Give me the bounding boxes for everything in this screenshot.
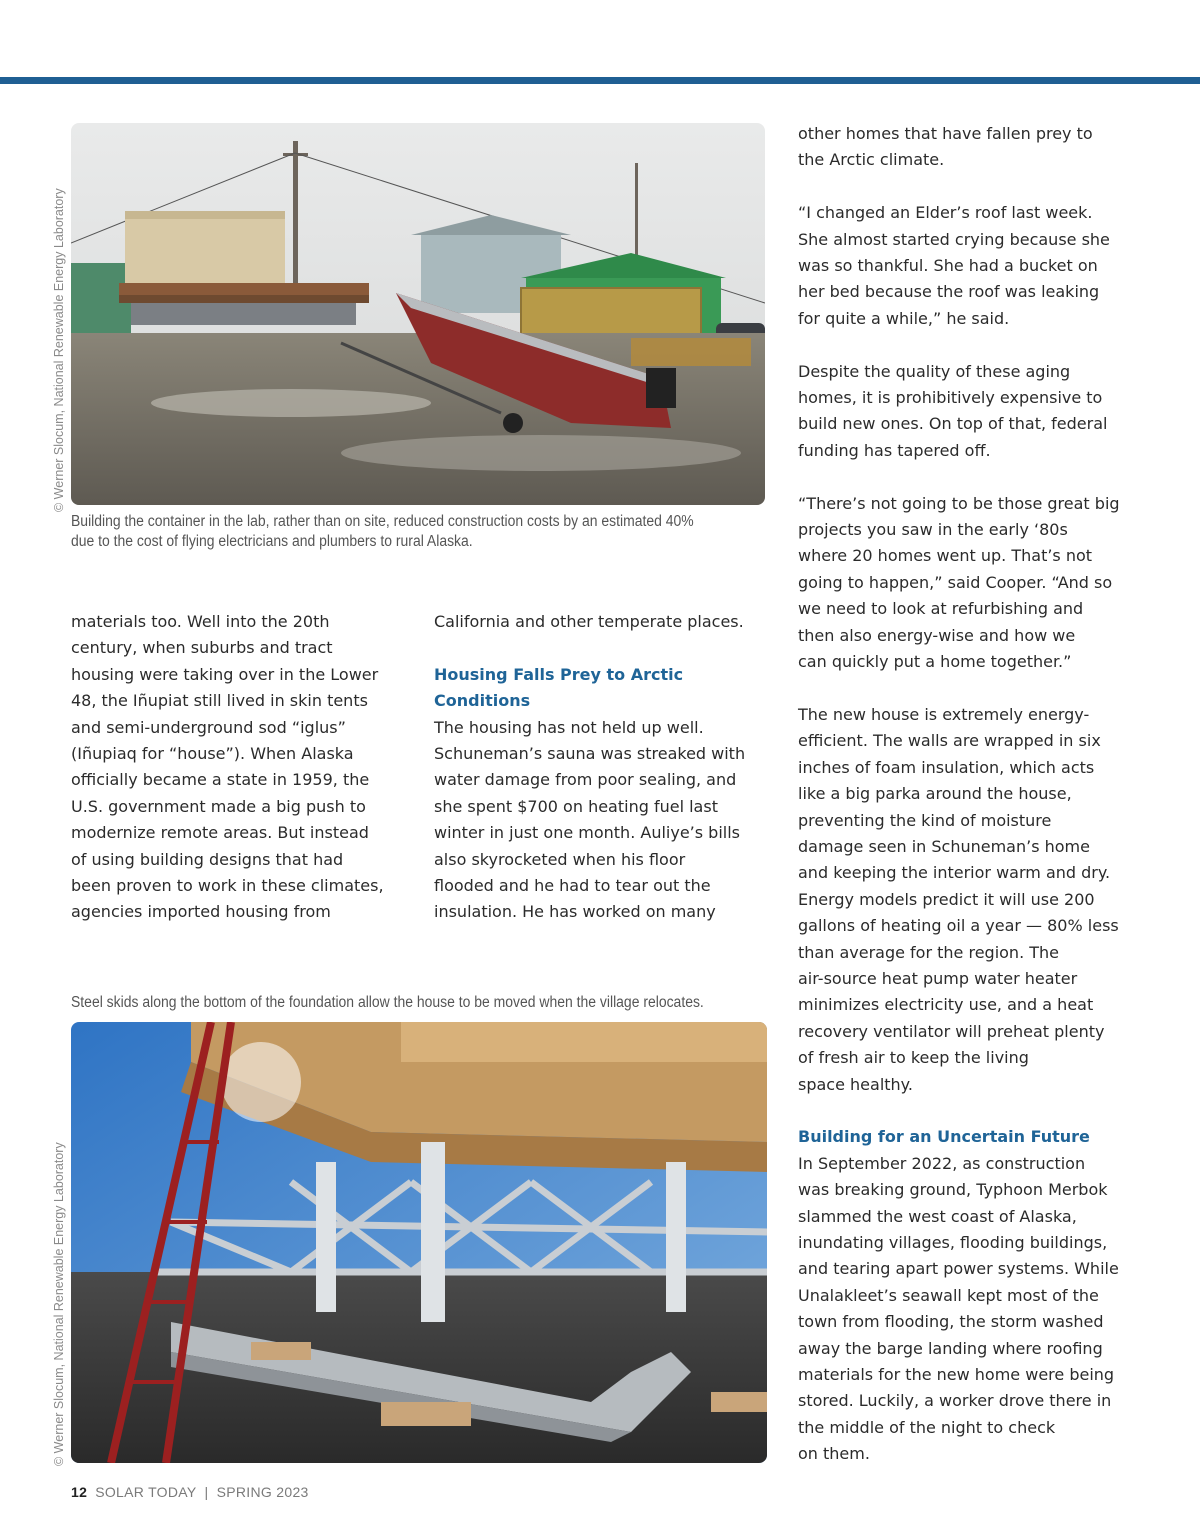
page-number: 12 [71, 1484, 88, 1500]
column-right [798, 121, 1134, 1468]
issue-label: SPRING 2023 [216, 1484, 309, 1500]
column-left [71, 609, 401, 926]
section-heading: Housing Falls Prey to Arctic Conditions [434, 664, 684, 711]
paragraph: Despite the quality of these aging homes, it is prohibitively expensive to build new ones. On top of that, federal funding has tapered off. [798, 361, 1108, 460]
photo-caption: Steel skids along the bottom of the foundation allow the house to be moved when the village relocates. [71, 994, 704, 1011]
header-rule [0, 77, 1200, 84]
column-middle [434, 609, 764, 926]
page-footer [71, 1484, 309, 1500]
publication-name: SOLAR TODAY [95, 1484, 197, 1500]
section-heading: Building for an Uncertain Future [798, 1127, 1090, 1147]
photo-caption: Building the container in the lab, rather than on site, reduced construction costs by an estimated 40% due to the cost of flying electricians and plumbers to rural Alaska. [71, 513, 694, 550]
paragraph: In September 2022, as construction was breaking ground, Typhoon Merbok slammed the west coast of Alaska, inundating villages, flooding buildings, and tearing apart power systems. While Unalakleet’s seawall kept most of the town from flooding, the storm washed away the barge landing where roofing materials for the new home were being stored. Luckily, a worker drove there in the middle of the night to check on them. [798, 1153, 1119, 1464]
paragraph: The housing has not held up well. Schuneman’s sauna was streaked with water damage from poor sealing, and she spent $700 on heating fuel last winter in just one month. Auliye’s bills also skyrocketed when his floor flooded and he had to tear out the insulation. He has worked on many [434, 717, 746, 922]
paragraph: “There’s not going to be those great big projects you saw in the early ‘80s where 20 homes went up. That’s not going to happen,” said Cooper. “And so we need to look at refurbishing and then also energy-wise and how we can quickly put a home together.” [798, 493, 1120, 672]
paragraph: California and other temperate places. [434, 612, 744, 631]
photo-container-on-skids [71, 123, 765, 505]
paragraph: “I changed an Elder’s roof last week. She almost started crying because she was so thankful. She had a bucket on her bed because the roof was leaking for quite a while,” he said. [798, 203, 1110, 328]
footer-separator: | [204, 1484, 209, 1500]
paragraph: materials too. Well into the 20th century, when suburbs and tract housing were taking over in the Lower 48, the Iñupiat still lived in skin tents and semi-underground sod “iglus” (Iñupiaq for “house”). When Alaska officially became a state in 1959, the U.S. government made a big push to modernize remote areas. But instead of using building designs that had been proven to work in these climates, agencies imported housing from [71, 612, 384, 922]
paragraph: other homes that have fallen prey to the Arctic climate. [798, 124, 1093, 170]
photo-steel-skids-foundation [71, 1022, 767, 1463]
paragraph: The new house is extremely energy- efficient. The walls are wrapped in six inches of foam insulation, which acts like a big parka around the house, preventing the kind of moisture damage seen in Schuneman’s home and keeping the interior warm and dry. Energy models predict it will use 200 gallons of heating oil a year — 80% less than average for the region. The air-source heat pump water heater minimizes electricity use, and a heat recovery ventilator will preheat plenty of fresh air to keep the living space healthy. [798, 704, 1119, 1094]
